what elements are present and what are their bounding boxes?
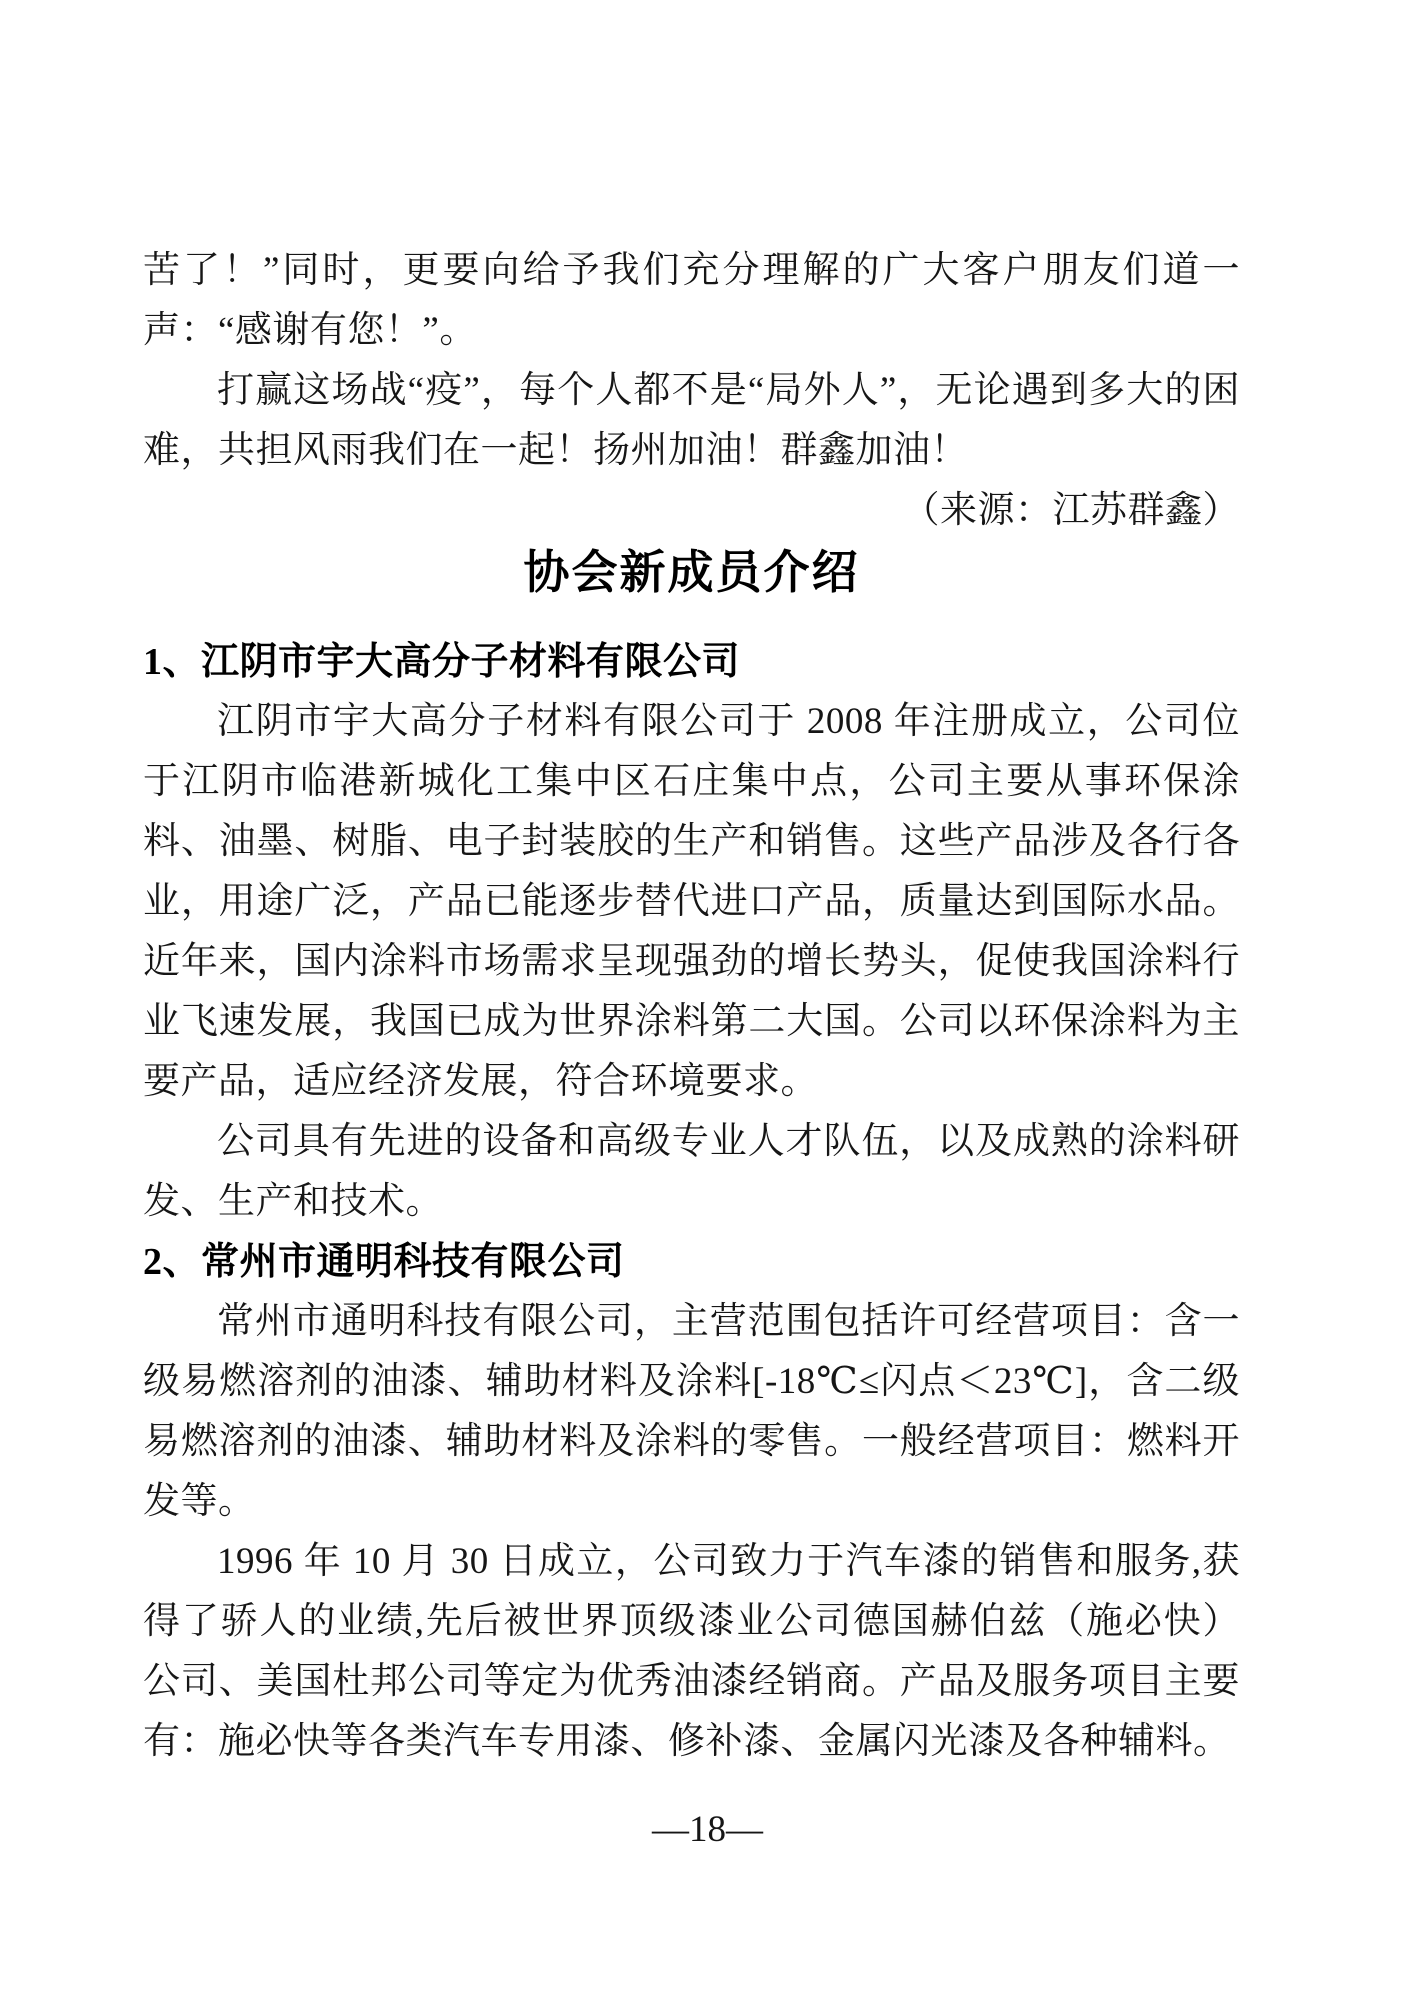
section-1-company-title: 1、江阴市宇大高分子材料有限公司 — [143, 641, 741, 683]
paragraph-thanks-to-clients: 苦了！”同时，更要向给予我们充分理解的广大客户朋友们道一声：“感谢有您！”。 — [143, 250, 1240, 351]
section-1-paragraph-1: 江阴市宇大高分子材料有限公司于 2008 年注册成立，公司位于江阴市临港新城化工集中区石庄集中点，公司主要从事环保涂料、油墨、树脂、电子封装胶的生产和销售。这些产品涉及各行各业，用途广泛，产品已能逐步替代进口产品，质量达到国际水品。近年来，国内涂料市场需求呈现强劲的增长势头，促使我国涂料行业飞速发展，我国已成为世界涂料第二大国。公司以环保涂料为主要产品，适应经济发展，符合环境要求。 — [143, 701, 1240, 1102]
document-content — [143, 241, 1240, 1772]
section-2-company-title: 2、常州市通明科技有限公司 — [143, 1241, 625, 1283]
page-title: 协会新成员介绍 — [523, 547, 860, 598]
section-2-paragraph-1: 常州市通明科技有限公司，主营范围包括许可经营项目：含一级易燃溶剂的油漆、辅助材料及涂料[-18℃≤闪点＜23℃]，含二级易燃溶剂的油漆、辅助材料及涂料的零售。一般经营项目：燃料开发等。 — [143, 1301, 1240, 1522]
section-1-paragraph-2: 公司具有先进的设备和高级专业人才队伍，以及成熟的涂料研发、生产和技术。 — [143, 1121, 1240, 1222]
page-number: —18— — [652, 1809, 763, 1850]
source-attribution: （来源：江苏群鑫） — [902, 490, 1240, 531]
section-2-paragraph-2: 1996 年 10 月 30 日成立，公司致力于汽车漆的销售和服务,获得了骄人的业绩,先后被世界顶级漆业公司德国赫伯兹（施必快）公司、美国杜邦公司等定为优秀油漆经销商。产品及服务项目主要有：施必快等各类汽车专用漆、修补漆、金属闪光漆及各种辅料。 — [143, 1541, 1240, 1762]
paragraph-fight-epidemic: 打赢这场战“疫”，每个人都不是“局外人”，无论遇到多大的困难，共担风雨我们在一起！扬州加油！群鑫加油！ — [143, 370, 1240, 471]
